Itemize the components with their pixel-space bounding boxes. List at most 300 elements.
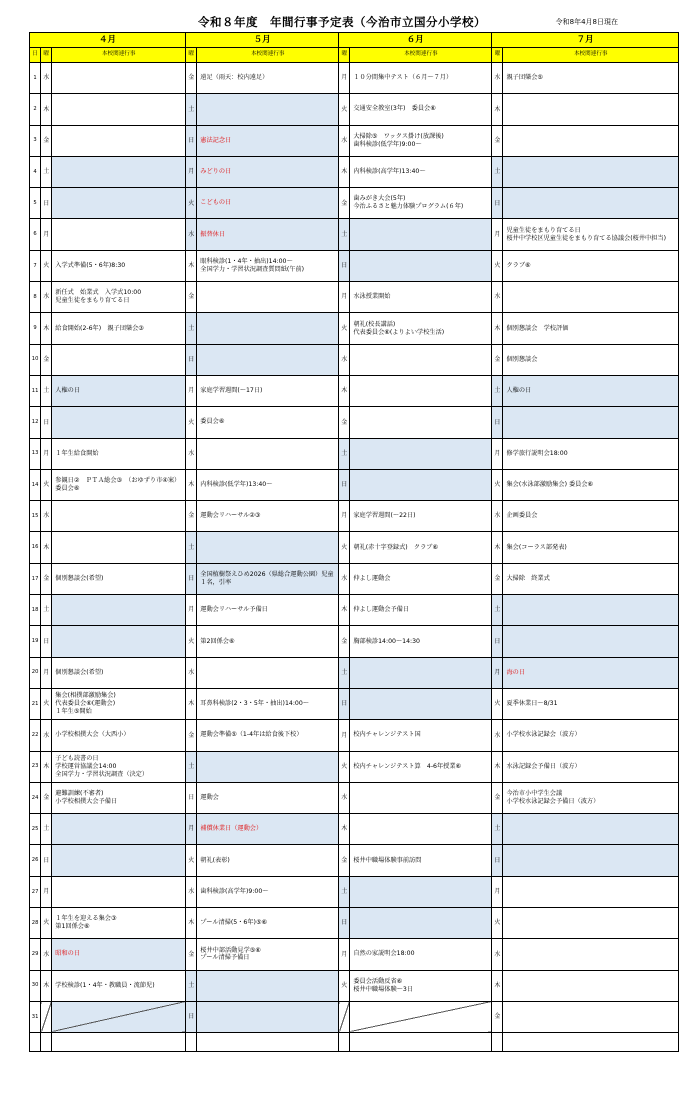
may-weekday-cell: 金: [186, 63, 197, 94]
july-weekday-cell: 木: [492, 313, 503, 344]
may-event-cell: 運動会: [197, 782, 339, 813]
may-weekday-cell: 木: [186, 469, 197, 500]
table-row: [30, 125, 679, 156]
april-weekday-cell: 月: [41, 876, 52, 907]
table-row: [30, 751, 679, 782]
june-weekday-cell: 火: [339, 970, 350, 1001]
empty-cell: [186, 1033, 197, 1052]
july-weekday-cell: 火: [492, 250, 503, 281]
july-weekday-cell: 木: [492, 94, 503, 125]
july-event-cell: 集会(コーラス部発表): [503, 532, 679, 563]
april-event-cell: 昭和の日: [52, 939, 186, 970]
june-weekday-cell: 火: [339, 532, 350, 563]
april-event-cell: 子ども読書の日 学校運営協議会14:00 全国学力・学習状況調査（決定）: [52, 751, 186, 782]
june-event-cell: 家庭学習週間(～22日): [350, 501, 492, 532]
june-event-cell: 大掃除⑤ ワックス掛け(放課後) 歯科検診(低学年)9:00～: [350, 125, 492, 156]
july-weekday-cell: 日: [492, 188, 503, 219]
july-event-cell: 集会(水泳部激励集会) 委員会⑥: [503, 469, 679, 500]
table-row: [30, 688, 679, 719]
may-weekday-cell: 金: [186, 282, 197, 313]
july-weekday-cell: 土: [492, 375, 503, 406]
july-weekday-cell: 日: [492, 845, 503, 876]
table-row: [30, 595, 679, 626]
june-weekday-cell: 月: [339, 282, 350, 313]
weekday-header: 曜: [492, 48, 503, 63]
april-event-cell: 新任式 始業式 入学式10:00 児童生徒をまもり育てる日: [52, 282, 186, 313]
july-event-cell: [503, 1001, 679, 1032]
table-row: [30, 1001, 679, 1032]
june-weekday-cell: 日: [339, 908, 350, 939]
may-weekday-cell: 土: [186, 313, 197, 344]
day-number: 12: [30, 407, 41, 438]
july-weekday-cell: 水: [492, 63, 503, 94]
day-number: 29: [30, 939, 41, 970]
june-event-cell: 校内チャレンジテスト算 4-6年授業⑥: [350, 751, 492, 782]
events-header: 本校関連行事: [503, 48, 679, 63]
day-number: 17: [30, 563, 41, 594]
june-event-cell: 仲よし運動会予備日: [350, 595, 492, 626]
may-weekday-cell: 月: [186, 814, 197, 845]
table-row: [30, 375, 679, 406]
july-event-cell: 親子団欒会⑤: [503, 63, 679, 94]
may-event-cell: プール清掃(5・6年)⑤⑥: [197, 908, 339, 939]
day-number: 5: [30, 188, 41, 219]
july-weekday-cell: 木: [492, 532, 503, 563]
table-row: [30, 407, 679, 438]
july-event-cell: [503, 626, 679, 657]
april-event-cell: [52, 94, 186, 125]
june-weekday-cell: 月: [339, 939, 350, 970]
june-event-cell: 校内チャレンジテスト国: [350, 720, 492, 751]
april-weekday-cell: 火: [41, 688, 52, 719]
may-event-cell: [197, 1001, 339, 1032]
day-number: 15: [30, 501, 41, 532]
empty-cell: [339, 1033, 350, 1052]
june-event-cell: [350, 469, 492, 500]
july-event-cell: 大掃除 終業式: [503, 563, 679, 594]
table-row: [30, 532, 679, 563]
may-weekday-cell: 水: [186, 876, 197, 907]
may-weekday-cell: 日: [186, 563, 197, 594]
july-weekday-cell: 水: [492, 939, 503, 970]
july-event-cell: [503, 814, 679, 845]
july-event-cell: 個別懇談会 学校評価: [503, 313, 679, 344]
may-event-cell: 運動会リハーサル予備日: [197, 595, 339, 626]
events-header: 本校関連行事: [52, 48, 186, 63]
april-event-cell: [52, 63, 186, 94]
april-weekday-cell: 土: [41, 814, 52, 845]
day-number: 26: [30, 845, 41, 876]
april-event-cell: [52, 125, 186, 156]
day-number: 28: [30, 908, 41, 939]
may-event-cell: [197, 970, 339, 1001]
july-weekday-cell: 月: [492, 876, 503, 907]
may-event-cell: [197, 94, 339, 125]
june-weekday-cell: 木: [339, 156, 350, 187]
april-weekday-cell: 水: [41, 63, 52, 94]
april-weekday-cell: 火: [41, 908, 52, 939]
april-event-cell: 集会(相撲部激励集会) 代表委員会⑥(運動会) １年生⑤開始: [52, 688, 186, 719]
june-weekday-cell: 月: [339, 720, 350, 751]
day-number: 19: [30, 626, 41, 657]
june-weekday-cell: 金: [339, 626, 350, 657]
may-weekday-cell: 木: [186, 250, 197, 281]
june-weekday-cell: 金: [339, 407, 350, 438]
april-weekday-cell: 日: [41, 845, 52, 876]
june-event-cell: [350, 688, 492, 719]
april-weekday-cell: 金: [41, 344, 52, 375]
may-weekday-cell: 金: [186, 720, 197, 751]
empty-cell: [197, 1033, 339, 1052]
month-header-row: [30, 33, 679, 48]
june-weekday-cell: 火: [339, 313, 350, 344]
may-event-cell: [197, 438, 339, 469]
july-event-cell: 今治市小中学生会議 小学校水泳記録会予備日（波方）: [503, 782, 679, 813]
july-event-cell: 小学校水泳記録会（波方）: [503, 720, 679, 751]
april-weekday-cell: 土: [41, 595, 52, 626]
july-event-cell: 夏季休業日～8/31: [503, 688, 679, 719]
empty-cell: [30, 1033, 41, 1052]
may-weekday-cell: 火: [186, 626, 197, 657]
april-event-cell: [52, 845, 186, 876]
april-event-cell: [52, 188, 186, 219]
april-event-cell: 参観日② ＰＴＡ総会③ （おゆずり市④案）委員会⑥: [52, 469, 186, 500]
table-row: [30, 282, 679, 313]
june-event-cell: [350, 657, 492, 688]
june-event-cell: 仲よし運動会: [350, 563, 492, 594]
april-event-cell: [52, 532, 186, 563]
may-event-cell: 全国植樹祭えひめ2026（県総合運動公園）児童１名，引率: [197, 563, 339, 594]
july-weekday-cell: 月: [492, 438, 503, 469]
june-event-cell: 自然の家説明会18:00: [350, 939, 492, 970]
june-weekday-cell: 月: [339, 63, 350, 94]
june-event-cell: 朝礼(校長講話) 代表委員会⑥(よりよい学校生活): [350, 313, 492, 344]
july-weekday-cell: 水: [492, 282, 503, 313]
may-event-cell: 運動会リハーサル②③: [197, 501, 339, 532]
april-weekday-cell: [41, 1001, 52, 1032]
month-header-june: ６月: [339, 33, 492, 48]
annual-schedule-table: [29, 32, 679, 1052]
april-weekday-cell: 月: [41, 219, 52, 250]
april-weekday-cell: 水: [41, 282, 52, 313]
empty-cell: [350, 1033, 492, 1052]
april-event-cell: [52, 626, 186, 657]
month-header-april: ４月: [30, 33, 186, 48]
july-weekday-cell: 日: [492, 407, 503, 438]
day-number: 9: [30, 313, 41, 344]
july-event-cell: 児童生徒をまもり育てる日 桜井中学校区児童生徒をまもり育てる協議会(桜井中担当): [503, 219, 679, 250]
may-weekday-cell: 月: [186, 156, 197, 187]
june-event-cell: [350, 407, 492, 438]
april-event-cell: [52, 344, 186, 375]
april-weekday-cell: 日: [41, 188, 52, 219]
july-event-cell: [503, 282, 679, 313]
july-weekday-cell: 火: [492, 469, 503, 500]
april-event-cell: [52, 156, 186, 187]
july-event-cell: [503, 156, 679, 187]
june-event-cell: [350, 375, 492, 406]
july-event-cell: [503, 845, 679, 876]
may-event-cell: [197, 751, 339, 782]
june-weekday-cell: 土: [339, 438, 350, 469]
july-event-cell: 企画委員会: [503, 501, 679, 532]
may-weekday-cell: 金: [186, 939, 197, 970]
day-number: 30: [30, 970, 41, 1001]
april-weekday-cell: 日: [41, 626, 52, 657]
july-weekday-cell: 月: [492, 219, 503, 250]
june-weekday-cell: 火: [339, 751, 350, 782]
may-event-cell: [197, 282, 339, 313]
may-event-cell: 遠足（雨天：校内遠足）: [197, 63, 339, 94]
april-weekday-cell: 水: [41, 720, 52, 751]
day-header: 日: [30, 48, 41, 63]
june-event-cell: 胸部検診14:00～14:30: [350, 626, 492, 657]
july-weekday-cell: 火: [492, 908, 503, 939]
july-event-cell: [503, 970, 679, 1001]
table-row: [30, 939, 679, 970]
april-event-cell: [52, 407, 186, 438]
june-event-cell: 朝礼(赤十字登録式) クラブ⑥: [350, 532, 492, 563]
july-weekday-cell: 土: [492, 156, 503, 187]
may-weekday-cell: 木: [186, 908, 197, 939]
may-weekday-cell: 土: [186, 532, 197, 563]
may-weekday-cell: 土: [186, 970, 197, 1001]
table-row: [30, 344, 679, 375]
june-weekday-cell: 水: [339, 125, 350, 156]
table-row: [30, 626, 679, 657]
april-weekday-cell: 木: [41, 751, 52, 782]
june-weekday-cell: 金: [339, 845, 350, 876]
may-event-cell: 歯科検診(高学年)9:00～: [197, 876, 339, 907]
june-weekday-cell: 日: [339, 250, 350, 281]
table-row: [30, 94, 679, 125]
july-event-cell: 人権の日: [503, 375, 679, 406]
june-weekday-cell: 金: [339, 188, 350, 219]
empty-cell: [52, 1033, 186, 1052]
month-header-july: ７月: [492, 33, 679, 48]
july-event-cell: [503, 876, 679, 907]
april-weekday-cell: 土: [41, 156, 52, 187]
june-weekday-cell: 水: [339, 344, 350, 375]
june-weekday-cell: 月: [339, 501, 350, 532]
may-weekday-cell: 土: [186, 751, 197, 782]
may-event-cell: 第2回係会⑥: [197, 626, 339, 657]
april-event-cell: [52, 501, 186, 532]
day-number: 11: [30, 375, 41, 406]
july-weekday-cell: 金: [492, 344, 503, 375]
july-weekday-cell: 土: [492, 814, 503, 845]
table-row: [30, 908, 679, 939]
july-event-cell: [503, 595, 679, 626]
june-weekday-cell: 火: [339, 94, 350, 125]
table-row: [30, 313, 679, 344]
july-weekday-cell: 金: [492, 1001, 503, 1032]
day-number: 24: [30, 782, 41, 813]
july-weekday-cell: 金: [492, 125, 503, 156]
day-number: 18: [30, 595, 41, 626]
april-weekday-cell: 木: [41, 313, 52, 344]
june-weekday-cell: 日: [339, 469, 350, 500]
day-number: 13: [30, 438, 41, 469]
june-event-cell: 歯みがき大会(5年) 今治ふるさと魅力体験プログラム(６年): [350, 188, 492, 219]
june-event-cell: [350, 219, 492, 250]
july-weekday-cell: 火: [492, 688, 503, 719]
april-event-cell: 学校検診(1・4年・教職員・流節児): [52, 970, 186, 1001]
april-weekday-cell: 木: [41, 94, 52, 125]
june-event-cell: [350, 438, 492, 469]
may-weekday-cell: 金: [186, 501, 197, 532]
april-event-cell: 小学校相撲大会（大西小）: [52, 720, 186, 751]
may-weekday-cell: 水: [186, 438, 197, 469]
day-number: 21: [30, 688, 41, 719]
events-header: 本校関連行事: [197, 48, 339, 63]
table-row: [30, 156, 679, 187]
april-weekday-cell: 火: [41, 469, 52, 500]
july-event-cell: 修学旅行説明会18:00: [503, 438, 679, 469]
table-row: [30, 563, 679, 594]
july-weekday-cell: 木: [492, 970, 503, 1001]
column-header-row: [30, 48, 679, 63]
june-event-cell: [350, 814, 492, 845]
june-weekday-cell: 水: [339, 563, 350, 594]
day-number: 27: [30, 876, 41, 907]
april-event-cell: 個別懇談会(希望): [52, 657, 186, 688]
april-weekday-cell: 木: [41, 970, 52, 1001]
day-number: 14: [30, 469, 41, 500]
day-number: 20: [30, 657, 41, 688]
may-event-cell: 補償休業日（運動会）: [197, 814, 339, 845]
june-weekday-cell: 土: [339, 876, 350, 907]
june-event-cell: 内科検診(高学年)13:40～: [350, 156, 492, 187]
july-weekday-cell: 日: [492, 626, 503, 657]
april-weekday-cell: 金: [41, 563, 52, 594]
day-number: 8: [30, 282, 41, 313]
table-row: [30, 63, 679, 94]
july-event-cell: [503, 939, 679, 970]
may-weekday-cell: 土: [186, 94, 197, 125]
april-weekday-cell: 水: [41, 939, 52, 970]
april-event-cell: [52, 876, 186, 907]
june-weekday-cell: [339, 1001, 350, 1032]
table-row: [30, 782, 679, 813]
june-event-cell: [350, 782, 492, 813]
day-number: 22: [30, 720, 41, 751]
june-event-cell: [350, 908, 492, 939]
july-event-cell: [503, 94, 679, 125]
table-row: [30, 845, 679, 876]
day-number: 4: [30, 156, 41, 187]
day-number: 2: [30, 94, 41, 125]
april-event-cell: 避難訓練(不審者) 小学校相撲大会予備日: [52, 782, 186, 813]
may-event-cell: みどりの日: [197, 156, 339, 187]
may-weekday-cell: 火: [186, 188, 197, 219]
empty-row: [30, 1033, 679, 1052]
day-number: 16: [30, 532, 41, 563]
july-event-cell: [503, 125, 679, 156]
may-weekday-cell: 月: [186, 595, 197, 626]
day-number: 1: [30, 63, 41, 94]
july-event-cell: クラブ⑥: [503, 250, 679, 281]
may-weekday-cell: 日: [186, 344, 197, 375]
june-event-cell: [350, 1001, 492, 1032]
may-event-cell: こどもの日: [197, 188, 339, 219]
july-event-cell: [503, 188, 679, 219]
july-event-cell: [503, 407, 679, 438]
empty-cell: [492, 1033, 503, 1052]
july-event-cell: 水泳記録会予備日（波方）: [503, 751, 679, 782]
june-weekday-cell: 木: [339, 814, 350, 845]
weekday-header: 曜: [339, 48, 350, 63]
july-event-cell: [503, 908, 679, 939]
may-event-cell: 内科検診(低学年)13:40～: [197, 469, 339, 500]
june-weekday-cell: 木: [339, 595, 350, 626]
day-number: 7: [30, 250, 41, 281]
day-number: 3: [30, 125, 41, 156]
table-row: [30, 970, 679, 1001]
april-weekday-cell: 火: [41, 250, 52, 281]
may-weekday-cell: 木: [186, 688, 197, 719]
may-event-cell: [197, 657, 339, 688]
table-row: [30, 876, 679, 907]
july-event-cell: 海の日: [503, 657, 679, 688]
month-header-may: ５月: [186, 33, 339, 48]
june-event-cell: [350, 250, 492, 281]
as-of-date: 令和8年4月8日現在: [555, 18, 618, 26]
table-row: [30, 720, 679, 751]
april-weekday-cell: 金: [41, 782, 52, 813]
may-event-cell: [197, 313, 339, 344]
june-event-cell: 桜井中職場体験事前訪問: [350, 845, 492, 876]
may-weekday-cell: 水: [186, 657, 197, 688]
may-weekday-cell: 日: [186, 125, 197, 156]
weekday-header: 曜: [41, 48, 52, 63]
june-event-cell: [350, 876, 492, 907]
may-event-cell: 振替休日: [197, 219, 339, 250]
april-event-cell: [52, 814, 186, 845]
events-header: 本校関連行事: [350, 48, 492, 63]
day-number: 6: [30, 219, 41, 250]
day-number: 23: [30, 751, 41, 782]
may-weekday-cell: 火: [186, 407, 197, 438]
july-weekday-cell: 金: [492, 563, 503, 594]
june-weekday-cell: 土: [339, 657, 350, 688]
table-row: [30, 188, 679, 219]
june-weekday-cell: 木: [339, 375, 350, 406]
may-weekday-cell: 水: [186, 219, 197, 250]
may-event-cell: 憲法記念日: [197, 125, 339, 156]
may-event-cell: 運動会準備⑤（1-4年は給食後下校）: [197, 720, 339, 751]
april-event-cell: 入学式準備(5・6年)8:30: [52, 250, 186, 281]
table-row: [30, 469, 679, 500]
april-weekday-cell: 水: [41, 501, 52, 532]
table-row: [30, 219, 679, 250]
day-number: 31: [30, 1001, 41, 1032]
may-event-cell: 耳鼻科検診(2・3・5年・抽出)14:00～: [197, 688, 339, 719]
june-weekday-cell: 日: [339, 688, 350, 719]
april-event-cell: １年生給食開始: [52, 438, 186, 469]
empty-cell: [41, 1033, 52, 1052]
july-weekday-cell: 月: [492, 657, 503, 688]
april-event-cell: 給食開始(2-6年) 親子団欒会③: [52, 313, 186, 344]
day-number: 10: [30, 344, 41, 375]
may-event-cell: [197, 532, 339, 563]
april-weekday-cell: 土: [41, 375, 52, 406]
june-event-cell: １０分間集中テスト（６月～７月）: [350, 63, 492, 94]
april-weekday-cell: 日: [41, 407, 52, 438]
page-title: 令和８年度 年間行事予定表（今治市立国分小学校）: [198, 15, 486, 29]
may-event-cell: [197, 344, 339, 375]
april-weekday-cell: 木: [41, 532, 52, 563]
